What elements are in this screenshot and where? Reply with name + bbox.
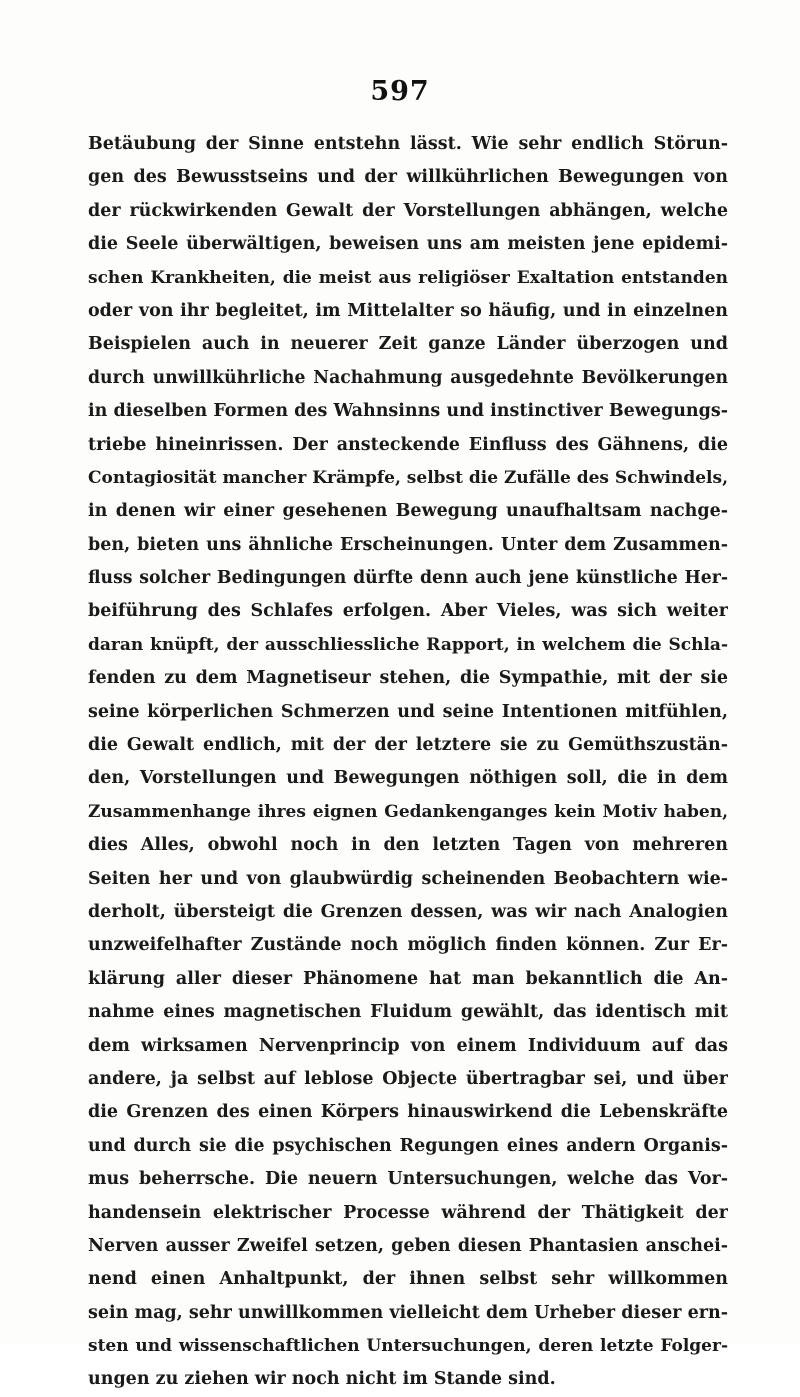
text-line: ungen zu ziehen wir noch nicht im Stande sind. (88, 1369, 556, 1390)
text-line: die Seele überwältigen, beweisen uns am meisten jene epidemi- (88, 234, 728, 255)
text-line: den, Vorstellungen und Bewegungen nöthigen soll, die in dem (88, 768, 728, 789)
text-line: durch unwillkührliche Nachahmung ausgedehnte Bevölkerungen (88, 367, 728, 388)
text-line: Zusammenhange ihres eignen Gedankenganges kein Motiv haben, (88, 801, 728, 822)
text-line: in denen wir einer gesehenen Bewegung unaufhaltsam nachge- (88, 501, 728, 522)
text-line: triebe hineinrissen. Der ansteckende Einfluss des Gähnens, die (88, 434, 728, 455)
text-line: Beispielen auch in neuerer Zeit ganze Länder überzogen und (88, 334, 728, 355)
text-line: schen Krankheiten, die meist aus religiöser Exaltation entstanden (88, 267, 728, 288)
text-line: beiführung des Schlafes erfolgen. Aber Vieles, was sich weiter (88, 601, 728, 622)
text-line: oder von ihr begleitet, im Mittelalter so häufig, und in einzelnen (88, 300, 728, 321)
text-line: fluss solcher Bedingungen dürfte denn auch jene künstliche Her- (88, 568, 728, 589)
text-line: seine körperlichen Schmerzen und seine Intentionen mitfühlen, (88, 701, 728, 722)
text-line: Nerven ausser Zweifel setzen, geben diesen Phantasien anschei- (88, 1235, 728, 1256)
text-line: derholt, übersteigt die Grenzen dessen, was wir nach Analogien (88, 901, 728, 922)
text-line: die Grenzen des einen Körpers hinauswirkend die Lebenskräfte (88, 1102, 728, 1123)
text-line: die Gewalt endlich, mit der der letztere sie zu Gemüthszustän- (88, 735, 728, 756)
text-line: daran knüpft, der ausschliessliche Rapport, in welchem die Schla- (88, 634, 728, 655)
text-line: mus beherrsche. Die neuern Untersuchungen, welche das Vor- (88, 1169, 728, 1190)
text-line: der rückwirkenden Gewalt der Vorstellungen abhängen, welche (88, 200, 728, 221)
text-line: sein mag, sehr unwillkommen vielleicht dem Urheber dieser ern- (88, 1302, 728, 1323)
text-line: ben, bieten uns ähnliche Erscheinungen. Unter dem Zusammen- (88, 534, 728, 555)
text-line: dem wirksamen Nervenprincip von einem Individuum auf das (88, 1035, 728, 1056)
text-line: nend einen Anhaltpunkt, der ihnen selbst sehr willkommen (88, 1269, 728, 1290)
text-line: nahme eines magnetischen Fluidum gewählt, das identisch mit (88, 1002, 728, 1023)
text-line: Seiten her und von glaubwürdig scheinenden Beobachtern wie- (88, 868, 728, 889)
text-line: Betäubung der Sinne entstehn lässt. Wie sehr endlich Störun- (88, 134, 728, 154)
body-text (88, 128, 728, 1397)
text-line: Contagiosität mancher Krämpfe, selbst die Zufälle des Schwindels, (88, 467, 728, 488)
page-number: 597 (370, 76, 430, 107)
text-line: sten und wissenschaftlichen Untersuchungen, deren letzte Folger- (88, 1336, 728, 1357)
text-line: dies Alles, obwohl noch in den letzten Tagen von mehreren (88, 835, 728, 856)
text-line: fenden zu dem Magnetiseur stehen, die Sympathie, mit der sie (88, 668, 728, 689)
text-line: unzweifelhafter Zustände noch möglich finden können. Zur Er- (88, 935, 728, 956)
text-line: handensein elektrischer Processe während der Thätigkeit der (88, 1202, 728, 1223)
text-line: in dieselben Formen des Wahnsinns und instinctiver Bewegungs- (88, 401, 728, 422)
text-line: andere, ja selbst auf leblose Objecte übertragbar sei, und über (88, 1068, 728, 1089)
text-line: und durch sie die psychischen Regungen eines andern Organis- (88, 1135, 728, 1156)
text-line: klärung aller dieser Phänomene hat man bekanntlich die An- (88, 968, 728, 989)
text-line: gen des Bewusstseins und der willkührlichen Bewegungen von (88, 167, 728, 188)
